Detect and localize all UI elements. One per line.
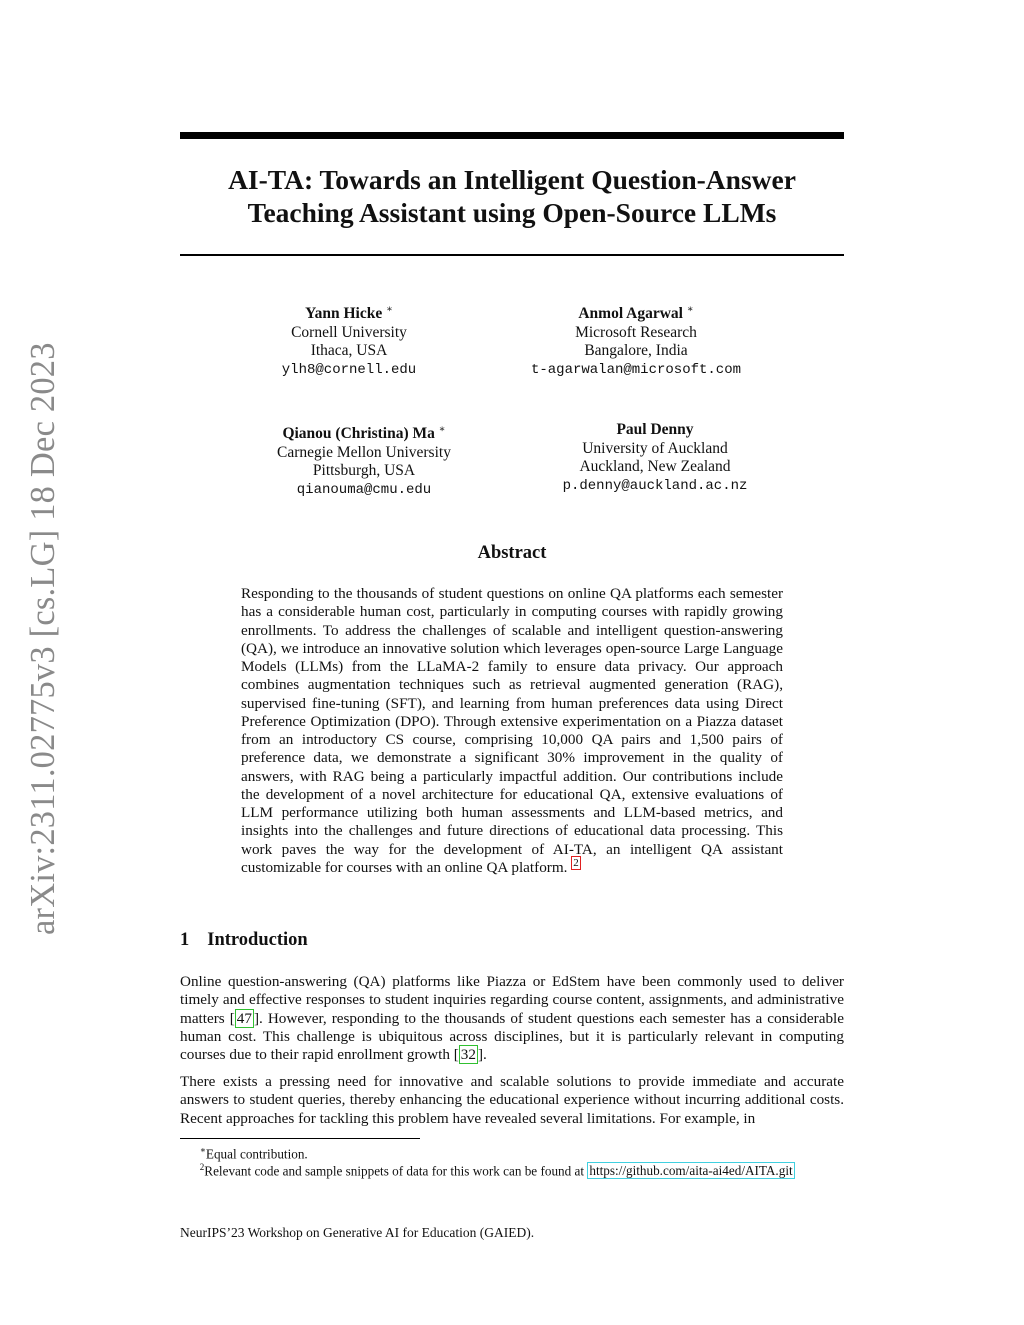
author-affiliation: Carnegie Mellon University [277,443,451,461]
github-url-link[interactable]: https://github.com/aita-ai4ed/AITA.git [589,1163,793,1179]
intro-paragraph-2: There exists a pressing need for innovative and scalable solutions to provide immediate and accurate answers to student queries, thereby enhancing the educational experience without incurring additional costs. Recent approaches for tackling this problem have revealed several limitations. For example, in [180,1073,844,1127]
abstract-text: Responding to the thousands of student questions on online QA platforms each semester has a considerable human cost, particularly in computing courses with rapidly growing enrollments. To address the challenges of scalable and intelligent question-answering (QA), we introduce an innovative solution which leverages open-source Large Language Models (LLMs) from the LLaMA-2 family to ensure data privacy. Our approach combines augmentation techniques such as retrieval augmented generation (RAG), supervised fine-tuning (SFT), and learning from human preferences data using Direct Preference Optimization (DPO). Through extensive experimentation on a Piazza dataset from an introductory CS course, comprising 10,000 QA pairs and 1,500 pairs of preference data, we demonstrate a significant 30% improvement in the quality of answers, with RAG being a particularly impactful addition. Our contributions include the development of a novel architecture for educational QA, extensive evaluations of LLM performance utilizing both human assessments and LLM-based metrics, and insights into the challenges and future directions of educational data processing. This work paves the way for the development of AI-TA, an intelligent QA assistant customizable for courses with an online QA platform. [241,585,783,876]
author-name: Yann Hicke ∗ [305,304,393,323]
author-name: Qianou (Christina) Ma ∗ [282,424,446,443]
author-block-4 [495,421,815,495]
section-number: 1 [180,930,190,950]
citation-link[interactable]: 32 [460,1046,476,1063]
author-location: Pittsburgh, USA [312,462,416,480]
equal-contribution-mark: ∗ [386,304,393,315]
footnote-link[interactable]: 2 [573,856,579,869]
title-bottom-rule [180,254,844,256]
author-email[interactable]: qianouma@cmu.edu [296,481,432,498]
abstract-heading: Abstract [477,543,547,563]
author-block-2 [476,301,796,379]
author-block-1 [189,301,509,379]
author-name: Anmol Agarwal ∗ [578,304,694,323]
author-email[interactable]: p.denny@auckland.ac.nz [562,477,748,494]
equal-contribution-mark: ∗ [686,304,694,315]
footnote-2: $^2$Relevant code and sample snippets of data for this work can be found at https://github.com/aita-ai4ed/AITA.git [199,1162,793,1179]
author-block-3 [204,421,524,499]
footnote-mark: 2 [199,1162,205,1172]
title-line-1: AI-TA: Towards an Intelligent Question-Answer [228,164,796,195]
arxiv-identifier: arXiv:2311.02775v3 [cs.LG] 18 Dec 2023 [23,342,62,935]
author-location: Bangalore, India [584,342,688,360]
author-location: Auckland, New Zealand [579,458,731,475]
author-location: Ithaca, USA [310,342,388,360]
venue-footer: NeurIPS’23 Workshop on Generative AI for Education (GAIED). [180,1225,535,1240]
footnote-rule [180,1138,420,1139]
author-email[interactable]: ylh8@cornell.edu [281,361,417,378]
footnote-mark: ∗ [199,1145,206,1155]
intro-paragraph-1: Online question-answering (QA) platforms like Piazza or EdStem have been commonly used to deliver timely and effective responses to student inquiries regarding course content, assignments, and administrative matters [ 47 ]. However, responding to the thousands of student questions each semester has a considerable human cost. This challenge is ubiquitous across disciplines, but it is particularly relevant in computing courses due to their rapid enrollment growth [ 32 ]. [180,973,844,1063]
title-top-rule [180,132,844,139]
author-name: Paul Denny [616,421,694,438]
equal-contribution-mark: ∗ [438,424,446,435]
author-email[interactable]: t-agarwalan@microsoft.com [530,361,742,378]
title-line-2: Teaching Assistant using Open-Source LLMs [247,197,777,228]
paper-title [180,163,844,229]
section-title: Introduction [207,930,308,950]
author-affiliation: University of Auckland [582,439,728,457]
author-affiliation: Cornell University [291,323,407,341]
footnote-1: ∗Equal contribution. [199,1145,308,1162]
author-affiliation: Microsoft Research [575,323,697,341]
section-heading [180,930,308,951]
citation-link[interactable]: 47 [236,1009,252,1027]
abstract-body [241,585,783,877]
